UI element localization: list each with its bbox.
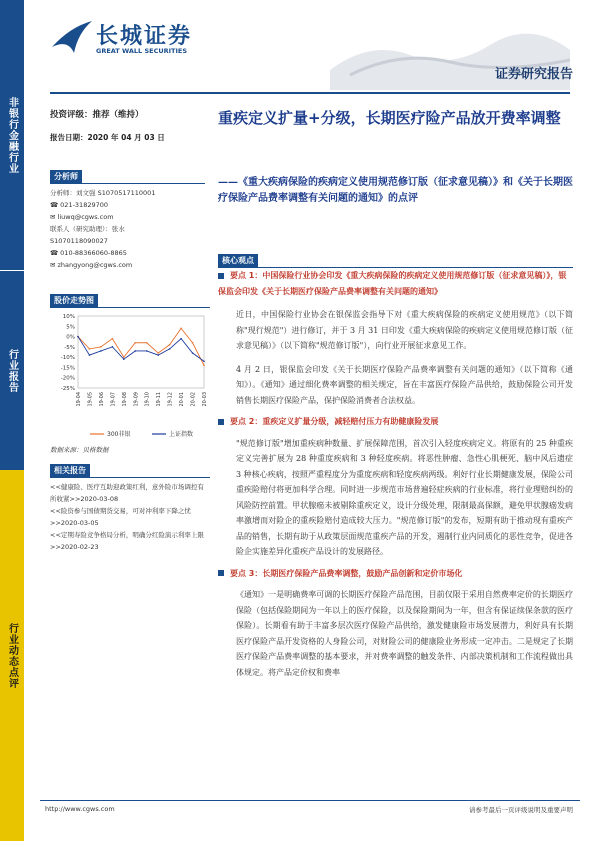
data-point (203, 360, 205, 362)
related-item[interactable]: <<定期寿险竞争格局分析，明确分红险演示利率上限>>2020-02-23 (50, 531, 204, 551)
y-tick-label: -25% (60, 386, 75, 392)
x-tick-label: 19-08 (121, 392, 128, 407)
core-title: 核心观点 (218, 254, 258, 267)
series-line (78, 337, 204, 362)
report-date: 报告日期：2020 年 04 月 03 日 (50, 133, 165, 142)
data-point (77, 336, 79, 338)
rating: 投资评级：推荐（维持） (50, 110, 144, 120)
data-point (157, 352, 159, 354)
data-source: 数据来源：贝格数据 (50, 446, 109, 454)
sidebar-section-2 (0, 270, 24, 470)
main-title: 重疾定义扩量+分级，长期医疗险产品放开费率调整 (218, 109, 561, 127)
data-point (89, 354, 91, 356)
data-point (100, 350, 102, 352)
bullet-icon (218, 273, 224, 279)
data-point (134, 350, 136, 352)
contact-email-text: zhangyong@cgws.com (57, 261, 133, 269)
data-point (157, 354, 159, 356)
analyst-email-text: liuwq@cgws.com (57, 213, 114, 221)
paragraph-4: 《通知》一是明确费率可调的长期医疗保险产品范围，目前仅限于采用自然费率定价的长期医疗保险（包括保险期间为一年以上的医疗保险，以及保险期间为一年，但含有保证续保条款的医疗保险）。长期看有助于丰富多层次医疗保险产品供给，激发健康险市场发展潜力，利好具有长期医疗保险产品开发资格的人身险公司，对财险公司的健康险业务形成一定冲击。二是规定了长期医疗保险产品费率调整的基本要求，并对费率调整的触发条件、内部决策机制和工作流程做出具体规定。将产品定价权和费率 (236, 590, 573, 677)
footer-line (40, 800, 580, 801)
data-point (169, 348, 171, 350)
data-point (169, 344, 171, 346)
paragraph-1: 近日，中国保险行业协会在银保监会指导下对《重大疾病保险的疾病定义使用规范》（以下简称"现行规范"）进行修订，并于 3 月 31 日印发《重大疾病保险的疾病定义使用规范修订版（征求意见稿）》（以下简称"规范修订版"），向行业开展征求意见工作。 (236, 310, 573, 350)
phone-icon: ☎ (50, 249, 61, 257)
x-tick-label: 19-05 (87, 392, 94, 407)
stock-chart-section (50, 288, 210, 456)
main-body (218, 268, 573, 680)
analyst-section (50, 164, 205, 271)
x-tick-label: 19-12 (167, 392, 174, 407)
x-tick-label: 19-09 (133, 392, 140, 407)
contact-email[interactable] (50, 259, 205, 271)
paragraph-2: 4 月 2 日，银保监会印发《关于长期医疗保险产品费率调整有关问题的通知》（以下简称《通知》）。《通知》通过细化费率调整的相关规定，旨在丰富医疗保险产品供给，鼓励保险公司开发销售长期医疗保险产品，保护保险消费者合法权益。 (236, 364, 573, 405)
analyst-title: 分析师 (50, 170, 82, 183)
contact-name: 联系人（研究助理）：张水 (50, 225, 125, 233)
y-tick-label: -5% (64, 344, 75, 351)
key-point-1 (218, 268, 573, 299)
data-point (134, 342, 136, 344)
data-point (100, 346, 102, 348)
sidebar-label-2: 行业报告 (6, 349, 18, 393)
analyst-email[interactable] (50, 211, 205, 223)
core-section (218, 248, 573, 268)
y-tick-label: 10% (62, 314, 75, 320)
related-title: 相关报告 (50, 464, 90, 477)
key-point-2-text: 要点 2：重疾定义扩量分级，减轻赔付压力有助健康险发展 (230, 417, 439, 426)
email-icon: ✉ (50, 261, 58, 269)
x-tick-label: 19-11 (156, 392, 163, 407)
stock-chart (50, 310, 210, 440)
data-point (112, 338, 114, 340)
x-tick-label: 19-04 (76, 392, 82, 407)
sidebar-section-1 (0, 0, 24, 270)
paragraph-3: "规范修订版"增加重疾病种数量、扩展保障范围，首次引入轻度疾病定义。将原有的 25 种重疾定义完善扩展为 28 种重度疾病和 3 种轻度疾病。将恶性肿瘤、急性心肌梗死、脑中风后遗症 3 种核心疾病，按照严重程度分为重度疾病和轻度疾病两级。利好行业长期健康发展，保险公司重疾险赔付将更加科学合理。同时进一步规范市场普遍轻症疾病的行业标准，将行业理赔纠纷的风险防控前置。甲状腺癌未被剔除重疾定义，设计分级处理，限制最高保额，避免甲状腺癌发病率激增而对险企的重疾险赔付造成较大压力。"规范修订版"的发布，短期有助于推动现有重疾产品的销售，长期有助于从政策层面规范重疾产品的开发，遏制行业内同质化的恶性竞争，促进各险企实施差异化重疾产品设计的发展路径。 (236, 438, 573, 556)
data-point (203, 365, 205, 367)
related-reports (50, 458, 210, 553)
footer-url[interactable]: http://www.cgws.com (45, 805, 115, 813)
x-tick-label: 19-07 (110, 392, 117, 407)
header-divider (50, 92, 570, 94)
report-type: 证券研究报告 (494, 67, 573, 82)
logo-icon (50, 17, 94, 57)
analyst-phone-text: 021-31829700 (60, 201, 109, 209)
data-point (123, 358, 125, 360)
legend-label: 300非银 (107, 431, 131, 438)
logo-text: 长城证券 (96, 24, 193, 49)
y-tick-label: 0% (66, 334, 75, 341)
contact-phone (50, 247, 205, 259)
key-point-3-text: 要点 3：长期医疗保险产品费率调整，鼓励产品创新和定价市场化 (230, 568, 463, 578)
main-subtitle: ——《重大疾病保险的疾病定义使用规范修订版（征求意见稿）》和《关于长期医疗保险产品费率调整有关问题的通知》的点评 (218, 177, 573, 204)
related-item[interactable]: <<健康险、医疗互助迎政策红利，意外险市场调控有所收紧>>2020-03-08 (50, 483, 204, 503)
sidebar-label-3: 行业动态点评 (6, 622, 18, 689)
data-point (180, 338, 182, 340)
analyst-phone (50, 199, 205, 211)
data-point (123, 356, 125, 358)
y-tick-label: -20% (60, 375, 75, 382)
x-tick-label: 20-03 (202, 392, 208, 407)
x-tick-label: 20-01 (179, 392, 186, 407)
contact-phone-text: 010-88366060-8865 (60, 249, 127, 257)
bullet-icon (218, 419, 224, 425)
contact-id: S1070118090027 (50, 237, 108, 245)
y-tick-label: -15% (60, 365, 75, 372)
chart-title: 股价走势图 (50, 294, 98, 307)
company-logo (50, 15, 210, 65)
y-tick-label: -10% (60, 355, 75, 362)
data-point (180, 328, 182, 330)
data-point (192, 352, 194, 354)
data-point (89, 348, 91, 350)
x-tick-label: 20-02 (190, 392, 197, 407)
analyst-divider (50, 183, 205, 184)
series-line (78, 328, 204, 365)
email-icon: ✉ (50, 213, 58, 221)
chart-divider (50, 307, 210, 308)
bullet-icon (218, 570, 224, 576)
sidebar-section-3 (0, 470, 24, 841)
analyst-name: 分析师：刘文强 S1070517110001 (50, 189, 156, 197)
key-point-2 (218, 414, 573, 430)
x-tick-label: 19-06 (98, 392, 105, 407)
sidebar-label-1: 非银行金融行业 (6, 96, 18, 174)
key-point-3 (218, 566, 573, 582)
footer-disclaimer: 请参考最后一页评级说明及重要声明 (469, 806, 573, 814)
key-point-1-text: 要点 1：中国保险行业协会印发《重大疾病保险的疾病定义使用规范修订版（征求意见稿）》，银保监会印发《关于长期医疗保险产品费率调整有关问题的通知》 (218, 271, 567, 296)
logo-en: GREAT WALL SECURITIES (96, 47, 188, 55)
x-tick-label: 19-10 (144, 392, 151, 407)
related-item[interactable]: <<险资参与国债期货交易，可对冲利率下降之忧>>2020-03-05 (50, 507, 191, 527)
data-point (146, 350, 148, 352)
phone-icon: ☎ (50, 201, 61, 209)
data-point (192, 342, 194, 344)
y-tick-label: 5% (66, 324, 75, 331)
related-divider (50, 477, 210, 478)
data-point (112, 346, 114, 348)
data-point (146, 342, 148, 344)
legend-label: 上证指数 (169, 431, 194, 438)
